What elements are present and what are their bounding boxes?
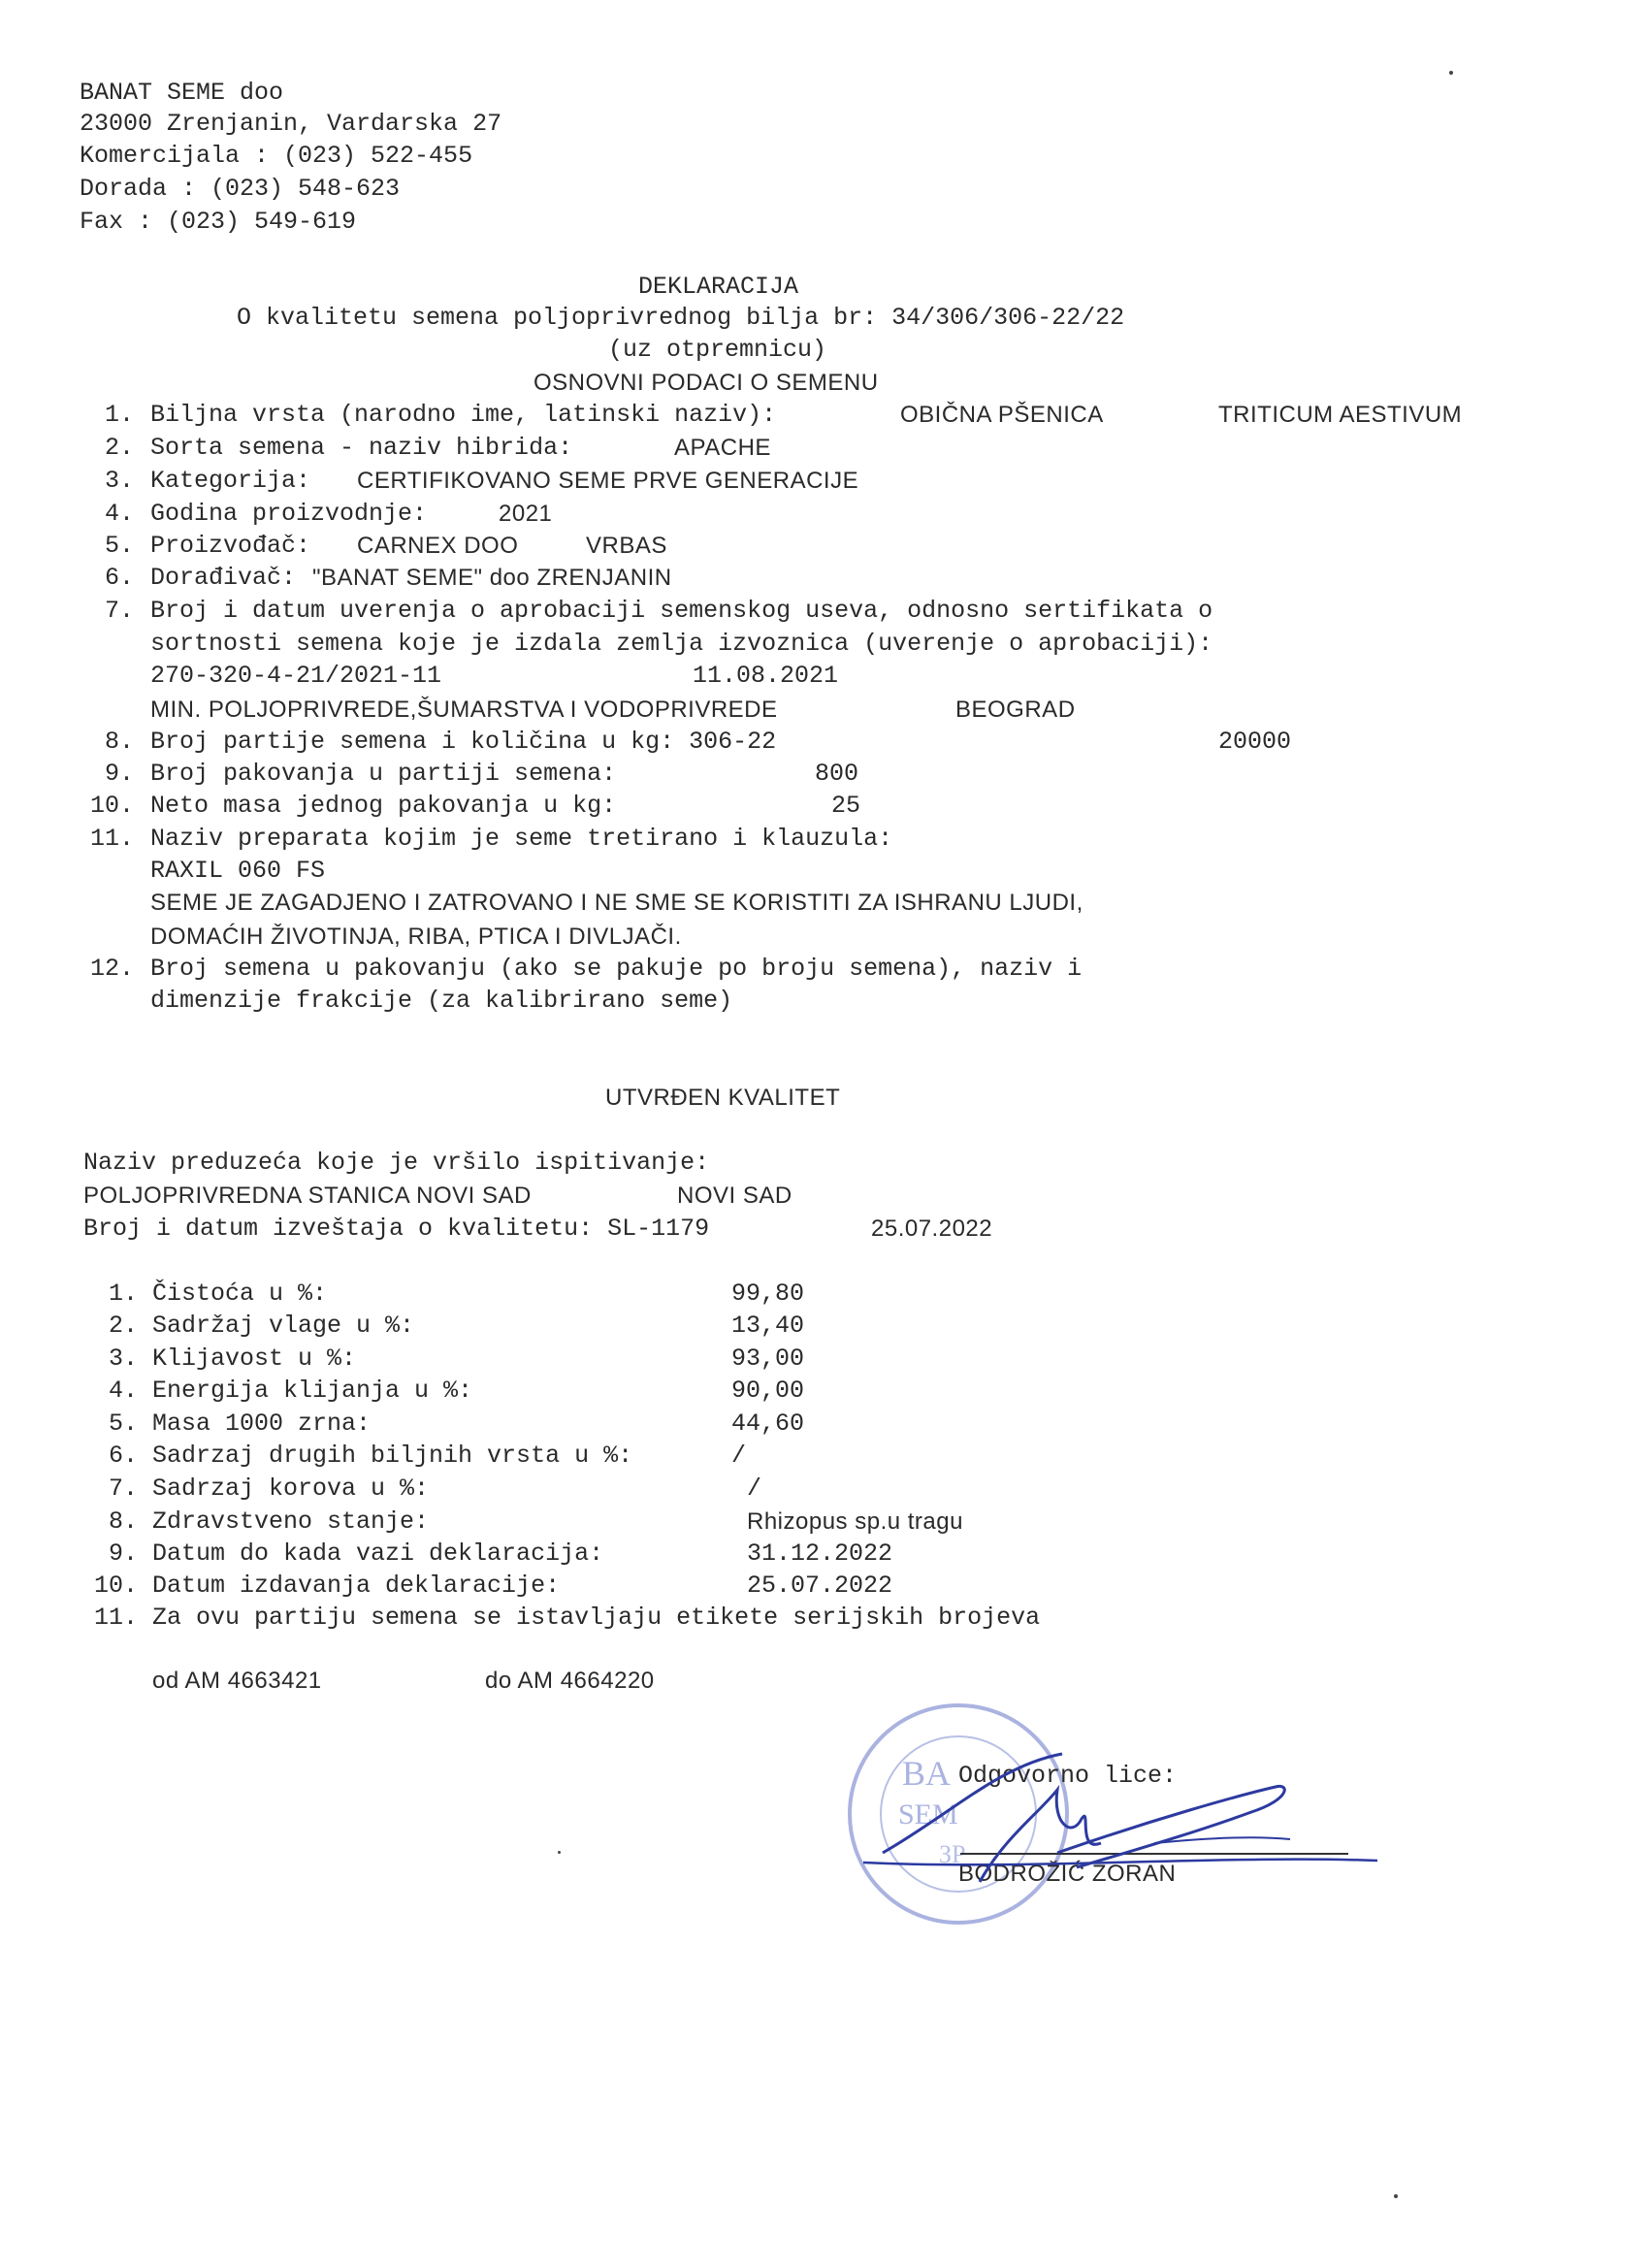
quality-item-label: Za ovu partiju semena se istavljaju etikete serijskih brojeva xyxy=(152,1604,1041,1632)
quality-item-value: 93,00 xyxy=(731,1345,805,1373)
certificate-number: 270-320-4-21/2021-11 xyxy=(150,662,442,690)
declaration-note: (uz otpremnicu) xyxy=(608,336,827,364)
item-number: 7. xyxy=(104,597,134,625)
quality-item-label: Datum izdavanja deklaracije: xyxy=(152,1571,561,1600)
report-label: Broj i datum izveštaja o kvalitetu: SL-1179 xyxy=(83,1215,710,1243)
item-number: 10. xyxy=(89,792,134,820)
item-value-latin: TRITICUM AESTIVUM xyxy=(1218,402,1463,428)
quality-item-label: Masa 1000 zrna: xyxy=(152,1409,372,1438)
item-number: 6. xyxy=(104,564,134,592)
section-title-quality: UTVRĐEN KVALITET xyxy=(605,1085,841,1111)
quality-item-number: 2. xyxy=(108,1312,138,1340)
item-number: 8. xyxy=(104,728,134,756)
item-value: 25 xyxy=(831,792,861,820)
responsible-person-label: Odgovorno lice: xyxy=(958,1762,1178,1790)
quality-item-label: Sadržaj vlage u %: xyxy=(152,1312,415,1340)
quality-item-number: 5. xyxy=(108,1409,138,1438)
quality-item-value: Rhizopus sp.u tragu xyxy=(747,1508,963,1535)
quality-item-number: 6. xyxy=(108,1442,138,1470)
lab-name: POLJOPRIVREDNA STANICA NOVI SAD xyxy=(83,1183,532,1209)
quality-item-value: 25.07.2022 xyxy=(747,1571,893,1600)
quality-item-number: 11. xyxy=(93,1604,138,1632)
responsible-person-name: BODROŽIĆ ZORAN xyxy=(958,1861,1177,1887)
company-name: BANAT SEME doo xyxy=(80,79,284,107)
quality-item-number: 1. xyxy=(108,1280,138,1308)
item-value: "BANAT SEME" doo ZRENJANIN xyxy=(312,565,672,591)
scan-speck xyxy=(1394,2194,1398,2198)
item-label: Godina proizvodnje: xyxy=(150,500,428,528)
treatment-warning: SEME JE ZAGADJENO I ZATROVANO I NE SME SE KORISTITI ZA ISHRANU LJUDI, xyxy=(150,890,1083,916)
item-number: 12. xyxy=(89,955,134,983)
report-date: 25.07.2022 xyxy=(871,1215,993,1242)
item-value: 20000 xyxy=(1218,728,1292,756)
quality-item-number: 10. xyxy=(93,1571,138,1600)
item-label-continued: dimenzije frakcije (za kalibrirano seme) xyxy=(150,987,733,1015)
item-label: Broj i datum uverenja o aprobaciji semenskog useva, odnosno sertifikata o xyxy=(150,597,1213,625)
item-number: 2. xyxy=(104,434,134,462)
item-label-continued: sortnosti semena koje je izdala zemlja izvoznica (uverenje o aprobaciji): xyxy=(150,630,1213,658)
quality-item-value: 31.12.2022 xyxy=(747,1539,893,1568)
declaration-title: DEKLARACIJA xyxy=(638,273,799,301)
item-label: Biljna vrsta (narodno ime, latinski naziv): xyxy=(150,401,777,429)
svg-text:SEM: SEM xyxy=(898,1798,958,1831)
quality-item-label: Čistoća u %: xyxy=(152,1280,328,1308)
quality-item-value: 13,40 xyxy=(731,1312,805,1340)
item-number: 11. xyxy=(89,825,134,853)
quality-item-number: 7. xyxy=(108,1474,138,1503)
item-value: CARNEX DOO xyxy=(357,533,519,559)
item-label: Broj semena u pakovanju (ako se pakuje po broju semena), naziv i xyxy=(150,955,1083,983)
item-value: 800 xyxy=(815,760,859,788)
item-label: Broj partije semena i količina u kg: 306-22 xyxy=(150,728,777,756)
quality-item-label: Sadrzaj drugih biljnih vrsta u %: xyxy=(152,1442,633,1470)
item-label: Neto masa jednog pakovanja u kg: xyxy=(150,792,617,820)
item-number: 9. xyxy=(104,760,134,788)
serial-range-from: od AM 4663421 xyxy=(152,1668,322,1694)
item-number: 3. xyxy=(104,467,134,495)
quality-item-value: 90,00 xyxy=(731,1377,805,1405)
company-phone-commercial: Komercijala : (023) 522-455 xyxy=(80,142,473,170)
item-number: 4. xyxy=(104,500,134,528)
item-value: CERTIFIKOVANO SEME PRVE GENERACIJE xyxy=(357,468,859,494)
item-label: Dorađivač: xyxy=(150,564,297,592)
quality-item-label: Sadrzaj korova u %: xyxy=(152,1474,430,1503)
scan-speck xyxy=(558,1851,561,1854)
quality-item-label: Zdravstveno stanje: xyxy=(152,1507,430,1536)
certificate-city: BEOGRAD xyxy=(955,697,1076,723)
item-label: Sorta semena - naziv hibrida: xyxy=(150,434,573,462)
certificate-date: 11.08.2021 xyxy=(693,662,839,690)
certificate-issuer: MIN. POLJOPRIVREDE,ŠUMARSTVA I VODOPRIVREDE xyxy=(150,697,778,723)
treatment-product: RAXIL 060 FS xyxy=(150,857,326,885)
quality-item-label: Datum do kada vazi deklaracija: xyxy=(152,1539,604,1568)
declaration-subtitle: O kvalitetu semena poljoprivrednog bilja br: 34/306/306-22/22 xyxy=(237,304,1125,332)
item-label: Kategorija: xyxy=(150,467,311,495)
scan-speck xyxy=(1449,71,1453,75)
section-title-basic: OSNOVNI PODACI O SEMENU xyxy=(534,370,879,396)
lab-label: Naziv preduzeća koje je vršilo ispitivanje: xyxy=(83,1149,710,1177)
quality-item-value: / xyxy=(747,1474,762,1503)
quality-item-number: 3. xyxy=(108,1345,138,1373)
quality-item-value: 44,60 xyxy=(731,1409,805,1438)
company-fax: Fax : (023) 549-619 xyxy=(80,208,357,236)
item-value: OBIČNA PŠENICA xyxy=(900,402,1104,428)
company-phone-processing: Dorada : (023) 548-623 xyxy=(80,175,401,203)
item-value: APACHE xyxy=(674,435,771,461)
item-number: 1. xyxy=(104,401,134,429)
item-value-city: VRBAS xyxy=(586,533,667,559)
item-label: Proizvođač: xyxy=(150,532,311,560)
item-label: Broj pakovanja u partiji semena: xyxy=(150,760,617,788)
item-label: Naziv preparata kojim je seme tretirano i klauzula: xyxy=(150,825,893,853)
svg-text:ЗР: ЗР xyxy=(939,1840,966,1868)
item-number: 5. xyxy=(104,532,134,560)
quality-item-value: 99,80 xyxy=(731,1280,805,1308)
quality-item-number: 8. xyxy=(108,1507,138,1536)
quality-item-value: / xyxy=(731,1442,747,1470)
company-address: 23000 Zrenjanin, Vardarska 27 xyxy=(80,110,502,138)
handwritten-signature xyxy=(834,1746,1377,1901)
item-value: 2021 xyxy=(499,501,553,527)
quality-item-label: Energija klijanja u %: xyxy=(152,1377,473,1405)
serial-range-to: do AM 4664220 xyxy=(485,1668,655,1694)
quality-item-number: 9. xyxy=(108,1539,138,1568)
svg-text:BA: BA xyxy=(902,1754,952,1793)
quality-item-label: Klijavost u %: xyxy=(152,1345,357,1373)
treatment-warning-continued: DOMAĆIH ŽIVOTINJA, RIBA, PTICA I DIVLJAČI. xyxy=(150,923,682,950)
quality-item-number: 4. xyxy=(108,1377,138,1405)
lab-city: NOVI SAD xyxy=(677,1183,792,1209)
